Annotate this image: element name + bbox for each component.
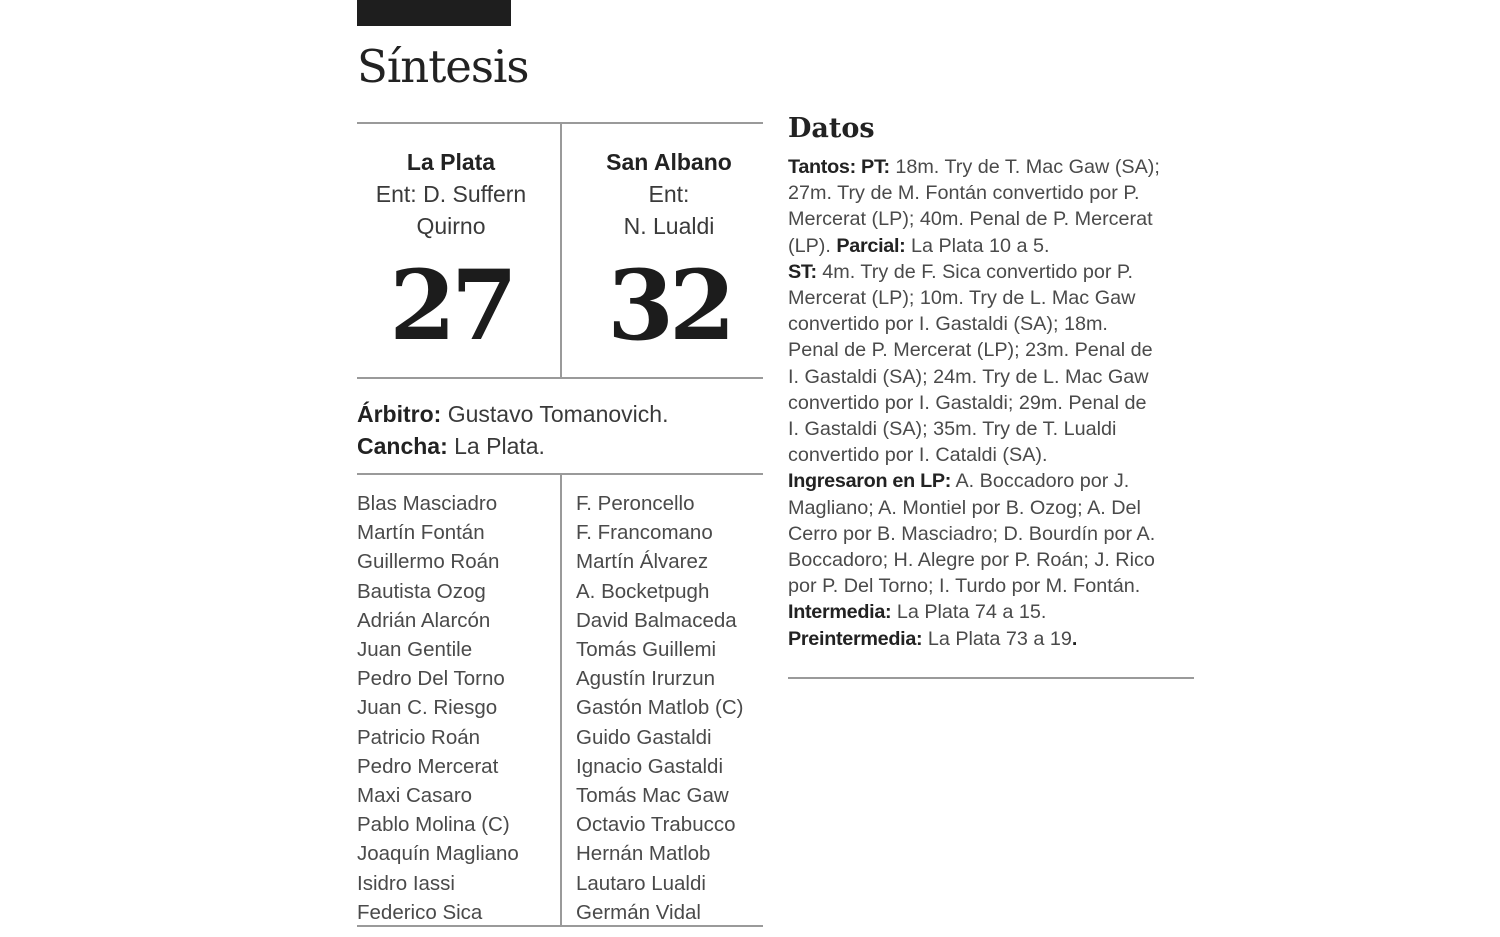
referee-label: Árbitro: bbox=[357, 401, 442, 427]
home-player: Guillermo Roán bbox=[357, 550, 500, 574]
datos-text: Mercerat (LP); 40m. Penal de P. Mercerat bbox=[788, 208, 1153, 231]
away-player: Lautaro Lualdi bbox=[576, 871, 706, 895]
referee-line bbox=[357, 398, 668, 430]
datos-text: (LP). bbox=[788, 234, 837, 257]
datos-line bbox=[788, 416, 1200, 442]
away-player: Hernán Matlob bbox=[576, 842, 711, 866]
home-player: Pablo Molina (C) bbox=[357, 813, 510, 837]
away-player: Ignacio Gastaldi bbox=[576, 754, 724, 778]
datos-bottom-rule bbox=[788, 677, 1194, 679]
top-bar bbox=[357, 0, 511, 26]
away-team-name: San Albano bbox=[606, 149, 732, 175]
away-roster bbox=[576, 489, 743, 927]
venue-value: La Plata. bbox=[447, 433, 545, 459]
datos-label: ST: bbox=[788, 260, 817, 283]
datos-label: Ingresaron en LP: bbox=[788, 470, 952, 493]
roster-divider bbox=[560, 474, 562, 926]
referee-value: Gustavo Tomanovich. bbox=[441, 401, 669, 427]
away-player: Tomás Guillemi bbox=[576, 638, 717, 662]
datos-text: convertido por I. Cataldi (SA). bbox=[788, 444, 1048, 467]
home-coach-line1: Ent: D. Suffern bbox=[375, 181, 527, 207]
home-player: Federico Sica bbox=[357, 900, 483, 924]
datos-title: Datos bbox=[788, 113, 875, 144]
datos-line bbox=[788, 521, 1200, 547]
scoreboard-bottom-rule bbox=[357, 377, 763, 379]
datos-line bbox=[788, 442, 1200, 468]
away-player: Gastón Matlob (C) bbox=[576, 696, 744, 720]
datos-label: Parcial: bbox=[836, 234, 906, 257]
datos-body bbox=[788, 154, 1200, 652]
datos-text: La Plata 10 a 5. bbox=[905, 234, 1050, 257]
home-player: Maxi Casaro bbox=[357, 784, 473, 808]
home-team bbox=[350, 146, 552, 242]
datos-text: 27m. Try de M. Fontán convertido por P. bbox=[788, 182, 1140, 205]
datos-text: convertido por I. Gastaldi (SA); 18m. bbox=[788, 313, 1108, 336]
datos-line bbox=[788, 495, 1200, 521]
match-info bbox=[357, 398, 668, 462]
datos-line bbox=[788, 233, 1200, 259]
datos-text: Cerro por B. Masciadro; D. Bourdín por A. bbox=[788, 522, 1156, 545]
datos-line bbox=[788, 180, 1200, 206]
home-player: Isidro Iassi bbox=[357, 871, 455, 895]
away-player: Octavio Trabucco bbox=[576, 813, 736, 837]
datos-text: por P. Del Torno; I. Turdo por M. Fontán. bbox=[788, 575, 1141, 598]
home-coach-line2: Quirno bbox=[416, 213, 486, 239]
away-player: Agustín Irurzun bbox=[576, 667, 716, 691]
datos-text: Boccadoro; H. Alegre por P. Roán; J. Rico bbox=[788, 549, 1155, 572]
datos-label: Intermedia: bbox=[788, 601, 892, 624]
datos-line bbox=[788, 468, 1200, 494]
datos-text: A. Boccadoro por J. bbox=[951, 470, 1130, 493]
away-player: Germán Vidal bbox=[576, 900, 701, 924]
datos-line bbox=[788, 599, 1200, 625]
venue-label: Cancha: bbox=[357, 433, 448, 459]
datos-line bbox=[788, 547, 1200, 573]
away-player: David Balmaceda bbox=[576, 608, 737, 632]
datos-label: Tantos: PT: bbox=[788, 156, 890, 178]
home-score: 27 bbox=[389, 249, 513, 362]
away-player: F. Francomano bbox=[576, 521, 713, 545]
away-player: Guido Gastaldi bbox=[576, 725, 712, 749]
home-player: Joaquín Magliano bbox=[357, 842, 519, 866]
datos-text: 4m. Try de F. Sica convertido por P. bbox=[816, 260, 1134, 283]
datos-text: I. Gastaldi (SA); 24m. Try de L. Mac Gaw bbox=[788, 365, 1149, 388]
datos-label: Preintermedia: bbox=[788, 627, 923, 650]
away-score: 32 bbox=[607, 249, 731, 362]
home-player: Blas Masciadro bbox=[357, 492, 498, 515]
away-player: F. Peroncello bbox=[576, 492, 695, 515]
datos-line bbox=[788, 259, 1200, 285]
datos-line bbox=[788, 311, 1200, 337]
datos-line bbox=[788, 390, 1200, 416]
datos-line bbox=[788, 626, 1200, 652]
away-coach-line2: N. Lualdi bbox=[623, 213, 715, 239]
datos-line bbox=[788, 364, 1200, 390]
datos-line bbox=[788, 573, 1200, 599]
datos-label: . bbox=[1071, 627, 1078, 650]
datos-text: La Plata 73 a 19 bbox=[922, 627, 1072, 650]
datos-text: convertido por I. Gastaldi; 29m. Penal de bbox=[788, 391, 1147, 414]
home-player: Martín Fontán bbox=[357, 521, 485, 545]
datos-line bbox=[788, 337, 1200, 363]
away-player: A. Bocketpugh bbox=[576, 579, 710, 603]
datos-text: 18m. Try de T. Mac Gaw (SA); bbox=[889, 156, 1160, 178]
scoreboard-divider bbox=[560, 123, 562, 378]
datos-text: Mercerat (LP); 10m. Try de L. Mac Gaw bbox=[788, 287, 1136, 310]
datos-line bbox=[788, 154, 1200, 180]
away-coach-line1: Ent: bbox=[648, 181, 690, 207]
home-player: Pedro Del Torno bbox=[357, 667, 505, 691]
home-team-name: La Plata bbox=[406, 149, 496, 175]
datos-text: La Plata 74 a 15. bbox=[891, 601, 1047, 624]
home-player: Pedro Mercerat bbox=[357, 754, 499, 778]
home-player: Bautista Ozog bbox=[357, 579, 486, 603]
away-player: Tomás Mac Gaw bbox=[576, 784, 729, 808]
datos-line bbox=[788, 206, 1200, 232]
section-title: Síntesis bbox=[357, 40, 529, 93]
datos-text: Magliano; A. Montiel por B. Ozog; A. Del bbox=[788, 496, 1141, 519]
home-player: Patricio Roán bbox=[357, 725, 481, 749]
datos-text: I. Gastaldi (SA); 35m. Try de T. Lualdi bbox=[788, 418, 1117, 441]
away-player: Martín Álvarez bbox=[576, 550, 709, 574]
home-player: Adrián Alarcón bbox=[357, 608, 491, 632]
home-player: Juan C. Riesgo bbox=[357, 696, 498, 720]
home-player: Juan Gentile bbox=[357, 638, 473, 662]
datos-text: Penal de P. Mercerat (LP); 23m. Penal de bbox=[788, 339, 1153, 362]
venue-line bbox=[357, 430, 668, 462]
home-roster bbox=[357, 489, 519, 927]
datos-line bbox=[788, 285, 1200, 311]
away-team bbox=[568, 146, 770, 242]
